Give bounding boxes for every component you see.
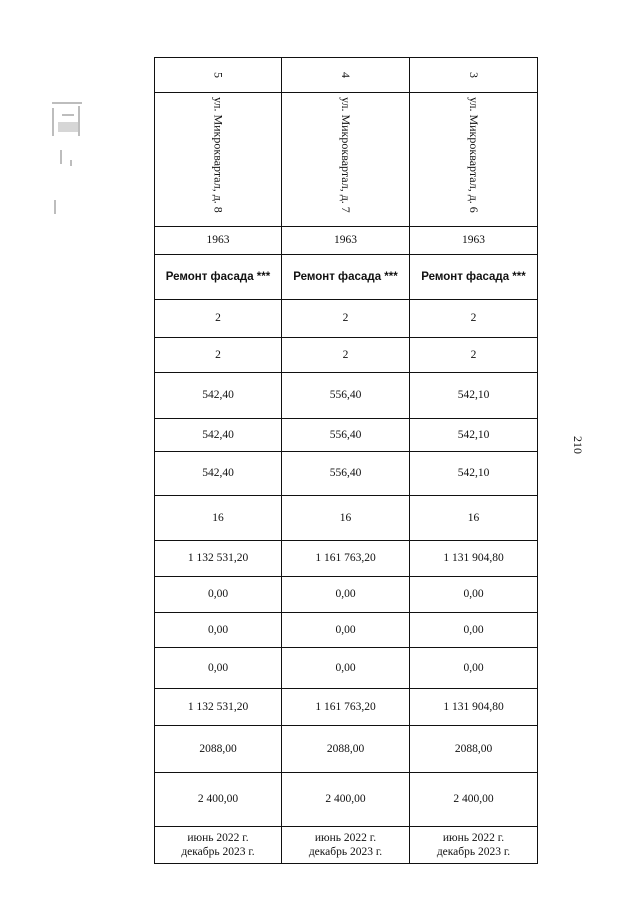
cell-text: декабрь 2023 г.	[308, 846, 383, 858]
cell-text: июнь 2022 г.	[314, 831, 377, 844]
row-period	[155, 827, 538, 864]
row-zero-1	[155, 577, 538, 613]
table-cell: 2	[410, 300, 538, 338]
table-cell: 542,10	[410, 419, 538, 452]
table-cell: 2	[282, 338, 410, 373]
table-cell: 2088,00	[410, 726, 538, 773]
cell-num	[282, 58, 410, 93]
table-cell: 2 400,00	[410, 773, 538, 827]
table-cell: 1 161 763,20	[282, 541, 410, 577]
table-cell: 0,00	[410, 577, 538, 613]
cell-work: Ремонт фасада ***	[410, 255, 538, 300]
cell-text: декабрь 2023 г.	[436, 846, 511, 858]
table-cell: 556,40	[282, 373, 410, 419]
table-cell: 542,10	[410, 373, 538, 419]
cell-text: 5	[211, 71, 226, 78]
row-year	[155, 227, 538, 255]
cell-year: 1963	[155, 227, 282, 255]
cell-period	[155, 827, 282, 864]
row-total	[155, 541, 538, 577]
table-cell: 2 400,00	[282, 773, 410, 827]
table-cell: 0,00	[155, 577, 282, 613]
row-unit-cost	[155, 726, 538, 773]
table-cell: 0,00	[282, 648, 410, 689]
row-number	[155, 58, 538, 93]
cell-period	[410, 827, 538, 864]
cell-text: ул. Микроквартал, д. 8	[211, 97, 226, 214]
cell-address	[155, 93, 282, 227]
cell-num	[410, 58, 538, 93]
row-work-type	[155, 255, 538, 300]
row-area-2	[155, 419, 538, 452]
row-value-1	[155, 300, 538, 338]
row-zero-2	[155, 613, 538, 648]
cell-address	[410, 93, 538, 227]
cell-text: декабрь 2023 г.	[181, 846, 255, 858]
table-cell: 16	[155, 496, 282, 541]
table-cell: 2	[282, 300, 410, 338]
table-cell: 2	[155, 338, 282, 373]
table-cell: 0,00	[410, 648, 538, 689]
row-people	[155, 496, 538, 541]
page-number: 210	[571, 436, 585, 454]
row-total-2	[155, 689, 538, 726]
table-cell: 2088,00	[155, 726, 282, 773]
table-cell: 0,00	[410, 613, 538, 648]
table-cell: 1 131 904,80	[410, 689, 538, 726]
cell-work: Ремонт фасада ***	[155, 255, 282, 300]
cell-year: 1963	[410, 227, 538, 255]
table-cell: 1 132 531,20	[155, 541, 282, 577]
housing-repair-table	[154, 57, 538, 864]
table-cell: 0,00	[282, 613, 410, 648]
table-cell: 556,40	[282, 419, 410, 452]
cell-text: июнь 2022 г.	[442, 831, 505, 844]
cell-year: 1963	[282, 227, 410, 255]
table-cell: 542,10	[410, 452, 538, 496]
cell-text: ул. Микроквартал, д. 6	[467, 97, 481, 214]
row-zero-3	[155, 648, 538, 689]
cell-text: 4	[339, 71, 353, 78]
table-cell: 16	[410, 496, 538, 541]
row-limit-cost	[155, 773, 538, 827]
table-cell: 1 131 904,80	[410, 541, 538, 577]
table-cell: 542,40	[155, 419, 282, 452]
cell-text: ул. Микроквартал, д. 7	[339, 97, 353, 214]
table-cell: 556,40	[282, 452, 410, 496]
row-value-2	[155, 338, 538, 373]
cell-work: Ремонт фасада ***	[282, 255, 410, 300]
cell-num	[155, 58, 282, 93]
row-area-1	[155, 373, 538, 419]
row-address	[155, 93, 538, 227]
table-cell: 16	[282, 496, 410, 541]
table-cell: 2088,00	[282, 726, 410, 773]
table-cell: 1 161 763,20	[282, 689, 410, 726]
table-cell: 2	[155, 300, 282, 338]
cell-period	[282, 827, 410, 864]
table-cell: 2 400,00	[155, 773, 282, 827]
cell-text: июнь 2022 г.	[187, 831, 249, 844]
table-cell: 0,00	[155, 648, 282, 689]
table-cell: 542,40	[155, 452, 282, 496]
table-cell: 0,00	[282, 577, 410, 613]
table-cell: 542,40	[155, 373, 282, 419]
table-cell: 0,00	[155, 613, 282, 648]
cell-address	[282, 93, 410, 227]
cell-text: 3	[467, 71, 481, 78]
row-area-3	[155, 452, 538, 496]
faint-stamp-mark	[48, 100, 88, 220]
table-cell: 1 132 531,20	[155, 689, 282, 726]
table-cell: 2	[410, 338, 538, 373]
